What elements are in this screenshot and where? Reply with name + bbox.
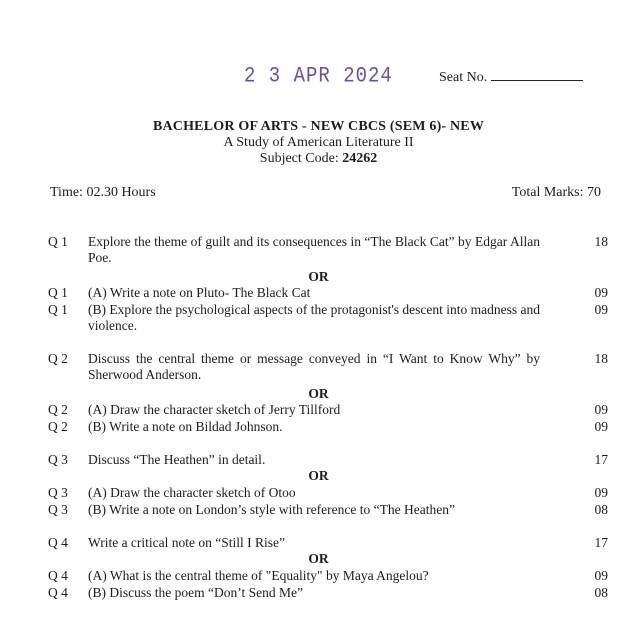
question-row [48,402,608,418]
subject-code-value: 24262 [342,151,378,166]
question-marks: 18 [594,234,608,249]
question-marks: 09 [594,285,608,300]
question-number: Q 1 [48,302,68,317]
question-marks: 17 [594,535,608,550]
question-row [48,502,608,518]
question-text: (B) Discuss the poem “Don’t Send Me” [88,585,303,600]
question-number: Q 2 [48,402,68,417]
question-text: Explore the theme of guilt and its consequences in “The Black Cat” by Edgar Allan Poe. [88,234,540,265]
question-marks: 17 [594,452,608,467]
question-marks: 09 [594,568,608,583]
question-row [48,485,608,501]
question-text: Write a critical note on “Still I Rise” [88,535,286,550]
question-row [48,419,608,435]
question-number: Q 3 [48,485,68,500]
exam-time: Time: 02.30 Hours [50,185,156,200]
question-number: Q 1 [48,234,68,249]
seat-blank [491,68,583,81]
question-number: Q 3 [48,502,68,517]
question-text: Discuss “The Heathen” in detail. [88,452,266,467]
question-marks: 18 [594,351,608,366]
question-text: Discuss the central theme or message conveyed in “I Want to Know Why” by Sherwood Anderson. [88,351,540,382]
exam-title: BACHELOR OF ARTS - NEW CBCS (SEM 6)- NEW [152,119,485,134]
question-number: Q 4 [48,535,68,550]
question-row [48,535,608,551]
seat-number [439,68,583,86]
question-text: (B) Write a note on London’s style with reference to “The Heathen” [88,502,455,517]
question-number: Q 3 [48,452,68,467]
subject-code [0,151,637,167]
question-row [48,234,608,266]
question-text: (B) Write a note on Bildad Johnson. [88,419,283,434]
question-marks: 09 [594,302,608,317]
subject-name: A Study of American Literature II [223,135,414,150]
question-text: (B) Explore the psychological aspects of the protagonist's descent into madness and violence. [88,302,540,333]
or-separator: OR [308,551,329,566]
question-row [48,452,608,468]
seat-label: Seat No. [439,70,488,85]
question-marks: 08 [594,585,608,600]
question-row [48,285,608,301]
question-marks: 08 [594,502,608,517]
question-text: (A) What is the central theme of "Equality" by Maya Angelou? [88,568,429,583]
question-marks: 09 [594,402,608,417]
question-row [48,568,608,584]
question-number: Q 4 [48,568,68,583]
or-separator: OR [308,269,329,284]
total-marks: Total Marks: 70 [511,185,601,200]
or-separator: OR [308,386,329,401]
date-stamp: 2 3 APR 2024 [244,63,393,89]
or-separator: OR [308,468,329,483]
question-number: Q 2 [48,351,68,366]
question-row [48,302,608,334]
question-number: Q 1 [48,285,68,300]
question-number: Q 4 [48,585,68,600]
question-marks: 09 [594,485,608,500]
question-marks: 09 [594,419,608,434]
question-text: (A) Draw the character sketch of Otoo [88,485,296,500]
question-text: (A) Write a note on Pluto- The Black Cat [88,285,311,300]
subject-code-label: Subject Code: [259,151,343,166]
question-row [48,351,608,383]
question-number: Q 2 [48,419,68,434]
question-row [48,585,608,601]
question-text: (A) Draw the character sketch of Jerry Tillford [88,402,341,417]
